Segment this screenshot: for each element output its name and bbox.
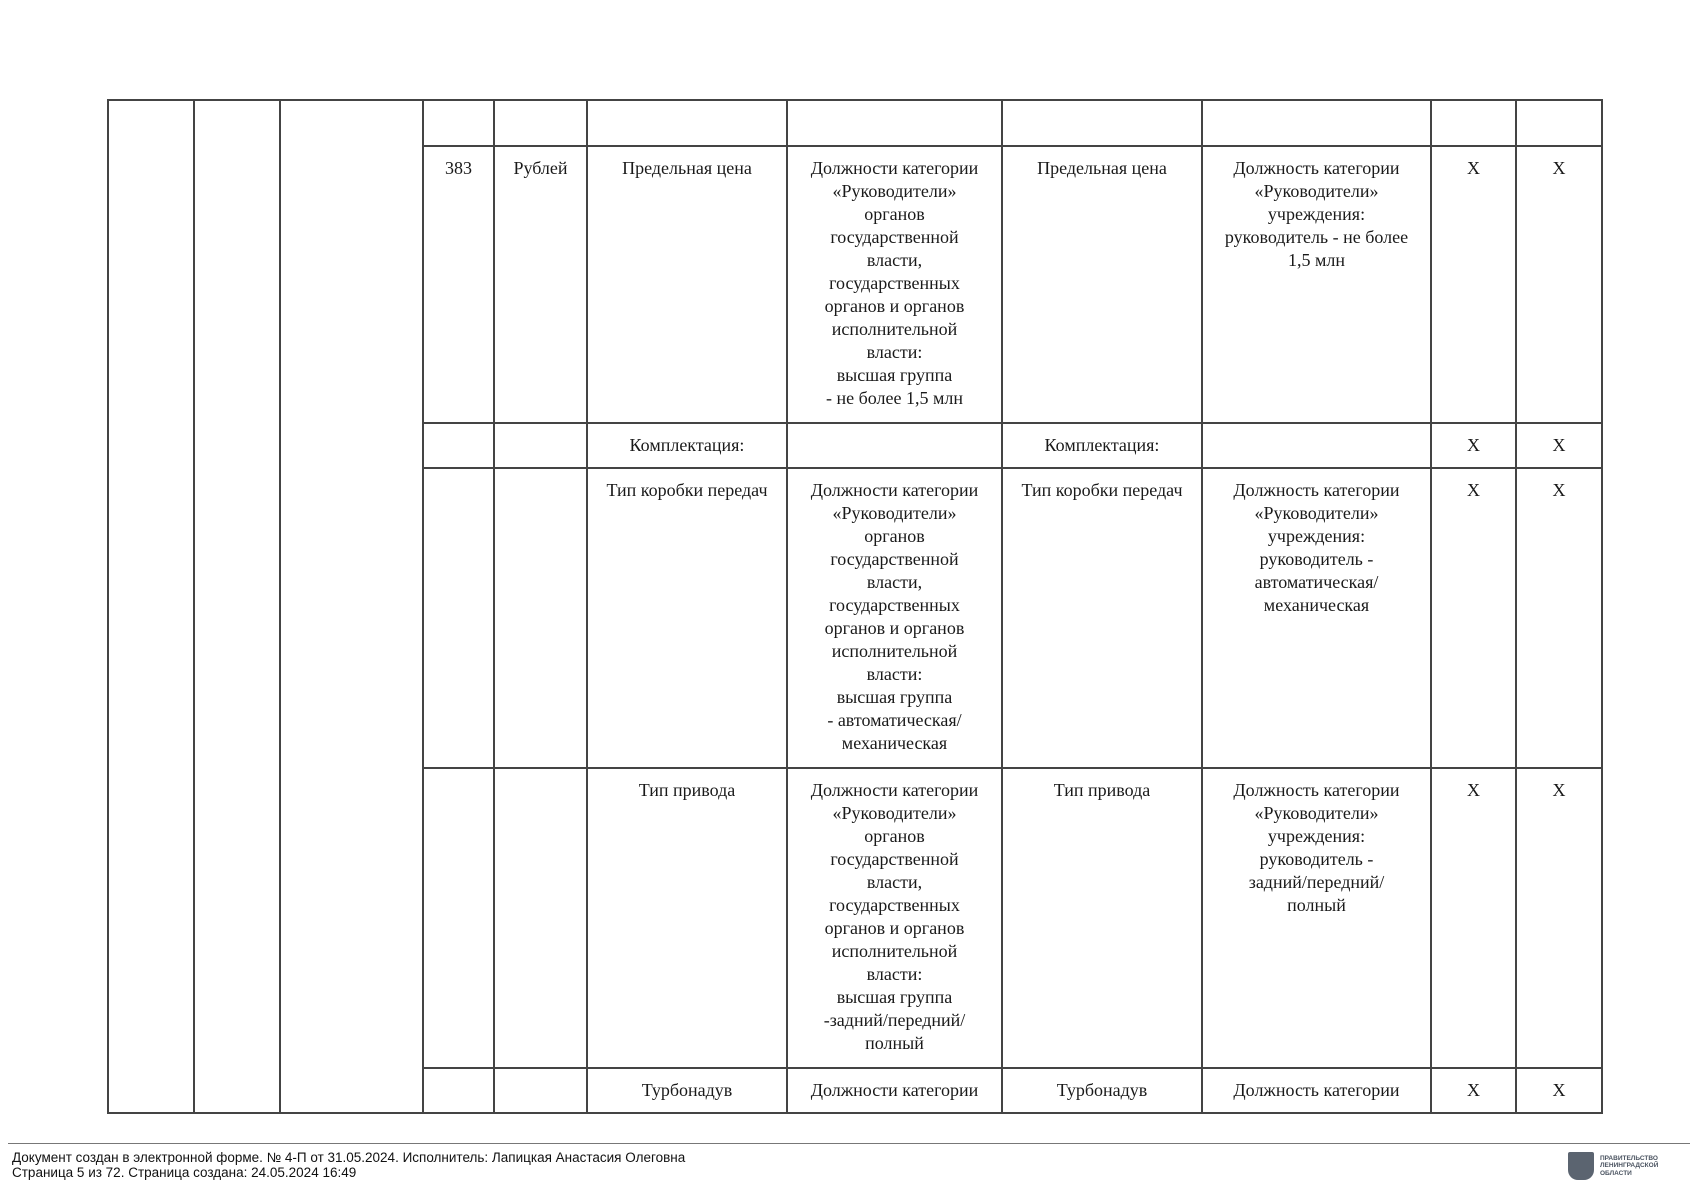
footer-divider (8, 1143, 1690, 1144)
cell-text-line: органов и органов (824, 918, 965, 938)
cell-mark: X (1431, 423, 1516, 468)
government-logo (1568, 1150, 1686, 1182)
cell-text-line: Предельная цена (1037, 158, 1167, 178)
cell-text-line: государственных (829, 595, 960, 615)
cell-characteristic (587, 468, 787, 768)
cell-text-line: исполнительной (831, 319, 958, 339)
cell-text-line: «Руководители» (1254, 503, 1379, 523)
cell-code (423, 468, 494, 768)
cell-text-line: власти, (866, 872, 923, 892)
cell-characteristic-institution (1002, 468, 1202, 768)
cell-text-line: органов (864, 826, 925, 846)
cell-text-line: Тип коробки передач (1021, 480, 1183, 500)
cell-mark: X (1516, 468, 1602, 768)
coat-of-arms-icon (1568, 1152, 1594, 1180)
cell-text-line: 1,5 млн (1287, 250, 1345, 270)
cell-text-line: учреждения: (1267, 204, 1366, 224)
cell-mark: X (1516, 146, 1602, 423)
cell-value-government (787, 1068, 1002, 1113)
merged-col-2 (194, 100, 280, 1113)
cell-text-line: полный (865, 1033, 924, 1053)
empty-cell (787, 100, 1002, 146)
footer-page-info: Страница 5 из 72. Страница создана: 24.05.2024 16:49 (12, 1165, 357, 1180)
cell-value-government (787, 146, 1002, 423)
logo-text-line: ПРАВИТЕЛЬСТВО (1600, 1154, 1658, 1162)
cell-text-line: исполнительной (831, 641, 958, 661)
cell-code: 383 (423, 146, 494, 423)
logo-text-line: ЛЕНИНГРАДСКОЙ (1600, 1162, 1659, 1170)
merged-col-3 (280, 100, 423, 1113)
cell-value-institution (1202, 768, 1431, 1068)
cell-text-line: Должность категории (1233, 480, 1400, 500)
cell-text-line: руководитель - (1259, 549, 1374, 569)
cell-value-institution (1202, 423, 1431, 468)
cell-mark: X (1516, 1068, 1602, 1113)
cell-text-line: органов (864, 526, 925, 546)
logo-text-line: ОБЛАСТИ (1600, 1169, 1632, 1177)
empty-cell (1002, 100, 1202, 146)
empty-cell (1516, 100, 1602, 146)
cell-text-line: механическая (841, 733, 948, 753)
footer-document-info: Документ создан в электронной форме. № 4-П от 31.05.2024. Исполнитель: Лапицкая Анастасия Олеговна (12, 1150, 686, 1165)
cell-mark: X (1431, 1068, 1516, 1113)
cell-text-line: Турбонадув (641, 1080, 733, 1100)
cell-text-line: государственных (829, 895, 960, 915)
cell-characteristic-institution (1002, 423, 1202, 468)
table-header-continuation-row (108, 100, 1602, 146)
cell-text-line: власти: (866, 664, 923, 684)
cell-value-institution (1202, 468, 1431, 768)
cell-characteristic-institution (1002, 146, 1202, 423)
cell-text-line: органов и органов (824, 296, 965, 316)
cell-unit (494, 423, 587, 468)
cell-text-line: полный (1287, 895, 1346, 915)
cell-mark: X (1431, 768, 1516, 1068)
cell-text-line: «Руководители» (1254, 803, 1379, 823)
cell-unit (494, 768, 587, 1068)
cell-code (423, 768, 494, 1068)
cell-text-line: учреждения: (1267, 526, 1366, 546)
cell-text-line: власти, (866, 250, 923, 270)
cell-value-government (787, 768, 1002, 1068)
cell-text-line: Должности категории (810, 480, 979, 500)
cell-text-line: «Руководители» (832, 503, 957, 523)
cell-text-line: Должность категории (1233, 780, 1400, 800)
empty-cell (587, 100, 787, 146)
cell-text-line: задний/передний/ (1248, 872, 1385, 892)
cell-characteristic (587, 423, 787, 468)
cell-text-line: Должности категории (810, 1080, 979, 1100)
cell-text-line: «Руководители» (1254, 181, 1379, 201)
cell-unit: Рублей (494, 146, 587, 423)
cell-characteristic (587, 146, 787, 423)
cell-value-institution (1202, 1068, 1431, 1113)
cell-text-line: «Руководители» (832, 181, 957, 201)
cell-text-line: автоматическая/ (1254, 572, 1379, 592)
cell-text-line: государственных (829, 273, 960, 293)
cell-characteristic (587, 768, 787, 1068)
cell-text-line: органов и органов (824, 618, 965, 638)
footer-text (12, 1150, 685, 1180)
cell-text-line: Комплектация: (1044, 435, 1160, 455)
cell-text-line: учреждения: (1267, 826, 1366, 846)
merged-col-1 (108, 100, 194, 1113)
cell-characteristic-institution (1002, 768, 1202, 1068)
cell-text-line: Должности категории (810, 158, 979, 178)
cell-characteristic (587, 1068, 787, 1113)
cell-text-line: механическая (1263, 595, 1370, 615)
cell-text-line: - автоматическая/ (827, 710, 962, 730)
empty-cell (1202, 100, 1431, 146)
cell-code (423, 1068, 494, 1113)
cell-text-line: Должность категории (1233, 158, 1400, 178)
cell-unit (494, 468, 587, 768)
cell-text-line: Предельная цена (622, 158, 752, 178)
cell-text-line: исполнительной (831, 941, 958, 961)
cell-text-line: Должность категории (1233, 1080, 1400, 1100)
cell-text-line: руководитель - не более (1224, 227, 1409, 247)
cell-characteristic-institution (1002, 1068, 1202, 1113)
cell-code (423, 423, 494, 468)
cell-text-line: Тип привода (1053, 780, 1151, 800)
cell-text-line: Комплектация: (629, 435, 745, 455)
cell-text-line: высшая группа (836, 365, 953, 385)
cell-text-line: высшая группа (836, 687, 953, 707)
empty-cell (423, 100, 494, 146)
cell-value-institution (1202, 146, 1431, 423)
cell-text-line: органов (864, 204, 925, 224)
cell-mark: X (1431, 146, 1516, 423)
cell-text-line: власти: (866, 964, 923, 984)
cell-text-line: Тип коробки передач (606, 480, 768, 500)
cell-mark: X (1516, 768, 1602, 1068)
empty-cell (1431, 100, 1516, 146)
cell-text-line: руководитель - (1259, 849, 1374, 869)
cell-text-line: государственной (830, 849, 959, 869)
cell-text-line: -задний/передний/ (823, 1010, 966, 1030)
cell-text-line: «Руководители» (832, 803, 957, 823)
cell-value-government (787, 423, 1002, 468)
cell-mark: X (1516, 423, 1602, 468)
cell-text-line: государственной (830, 227, 959, 247)
characteristics-table (107, 99, 1603, 1114)
cell-value-government (787, 468, 1002, 768)
empty-cell (494, 100, 587, 146)
logo-text (1600, 1155, 1658, 1178)
cell-text-line: Должности категории (810, 780, 979, 800)
cell-text-line: власти, (866, 572, 923, 592)
cell-text-line: государственной (830, 549, 959, 569)
cell-text-line: - не более 1,5 млн (825, 388, 963, 408)
cell-text-line: власти: (866, 342, 923, 362)
cell-text-line: Турбонадув (1056, 1080, 1148, 1100)
cell-mark: X (1431, 468, 1516, 768)
cell-unit (494, 1068, 587, 1113)
cell-text-line: Тип привода (638, 780, 736, 800)
cell-text-line: высшая группа (836, 987, 953, 1007)
